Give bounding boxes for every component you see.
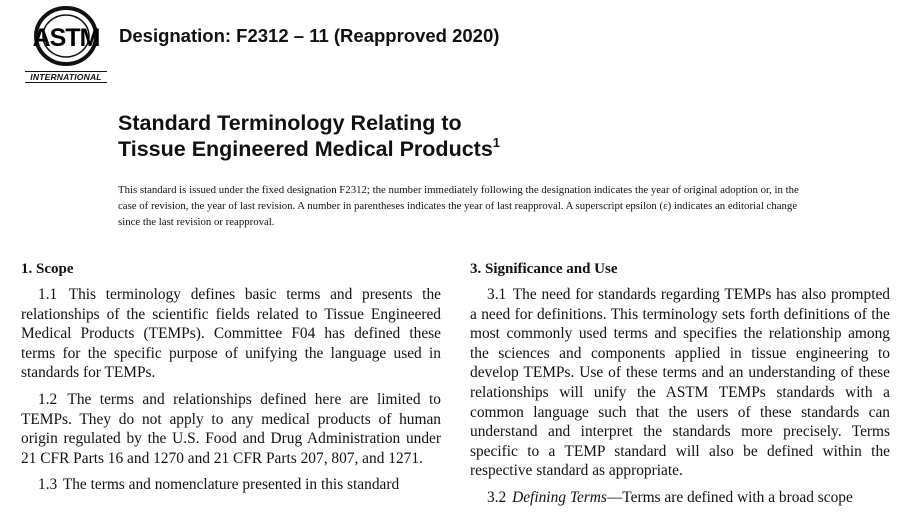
paragraph-text: —Terms are defined with a broad scope [606,488,853,506]
paragraph-number: 3.2 [487,488,507,506]
paragraph-number: 1.1 [38,286,58,303]
paragraph-3-1 [470,285,890,481]
right-column [470,259,890,515]
paragraph-number: 1.2 [38,390,58,408]
paragraph-text: The terms and relationships defined here are limited to TEMPs. They do not apply to any medical products of human origin regulated by the U.S. Food and Drug Administration under 21 CFR Parts 16 and 1270 and 21 CFR Parts 207, 807, and 1271. [21,390,441,467]
paragraph-number: 3.1 [487,286,507,303]
astm-logo [25,6,107,82]
paragraph-text: The need for standards regarding TEMPs has also prompted a need for definitions. This terminology sets forth definitions of the most commonly used terms and specifies the relationship among the sciences and components applied in tissue engineering to develop TEMPs. Use of these terms and an understanding of these relationships will unify the ASTM TEMPs standards with a common language such that the users of these standards can understand and interpret the standards more precisely. Terms specific to a TEMP standard will also be defined within the respective standard as appropriate. [470,286,890,480]
paragraph-1-3 [21,475,441,495]
svg-text:ASTM: ASTM [33,24,99,52]
paragraph-1-1 [21,285,441,383]
designation: Designation: F2312 – 11 (Reapproved 2020) [119,25,500,46]
section-heading-significance: 3. Significance and Use [470,261,618,277]
document-title [118,110,500,162]
left-column [21,259,441,502]
paragraph-1-2 [21,390,441,468]
astm-logo-icon [33,6,99,68]
section-heading-scope: 1. Scope [21,261,74,277]
paragraph-text: The terms and nomenclature presented in this standard [62,476,400,494]
issuance-notice: This standard is issued under the fixed designation F2312; the number immediately following the designation indicates the year of original adoption or, in the case of revision, the year of last revision. A number in parentheses indicates the year of last reapproval. A superscript epsilon (ε) indicates an editorial change since the last revision or reapproval. [118,184,799,228]
title-footnote-mark[interactable]: 1 [492,135,501,150]
paragraph-3-2 [470,488,890,508]
title-line-2: Tissue Engineered Medical Products [118,137,493,161]
defined-term: Defining Terms [512,488,607,506]
paragraph-text: This terminology defines basic terms and presents the relationships of the scientific fields related to Tissue Engineered Medical Products (TEMPs). Committee F04 has defined these terms for the specific purpose of unifying the language used in standards for TEMPs. [21,286,441,382]
logo-subtext: INTERNATIONAL [25,71,107,83]
paragraph-number: 1.3 [38,476,58,494]
title-line-1: Standard Terminology Relating to [118,111,462,135]
